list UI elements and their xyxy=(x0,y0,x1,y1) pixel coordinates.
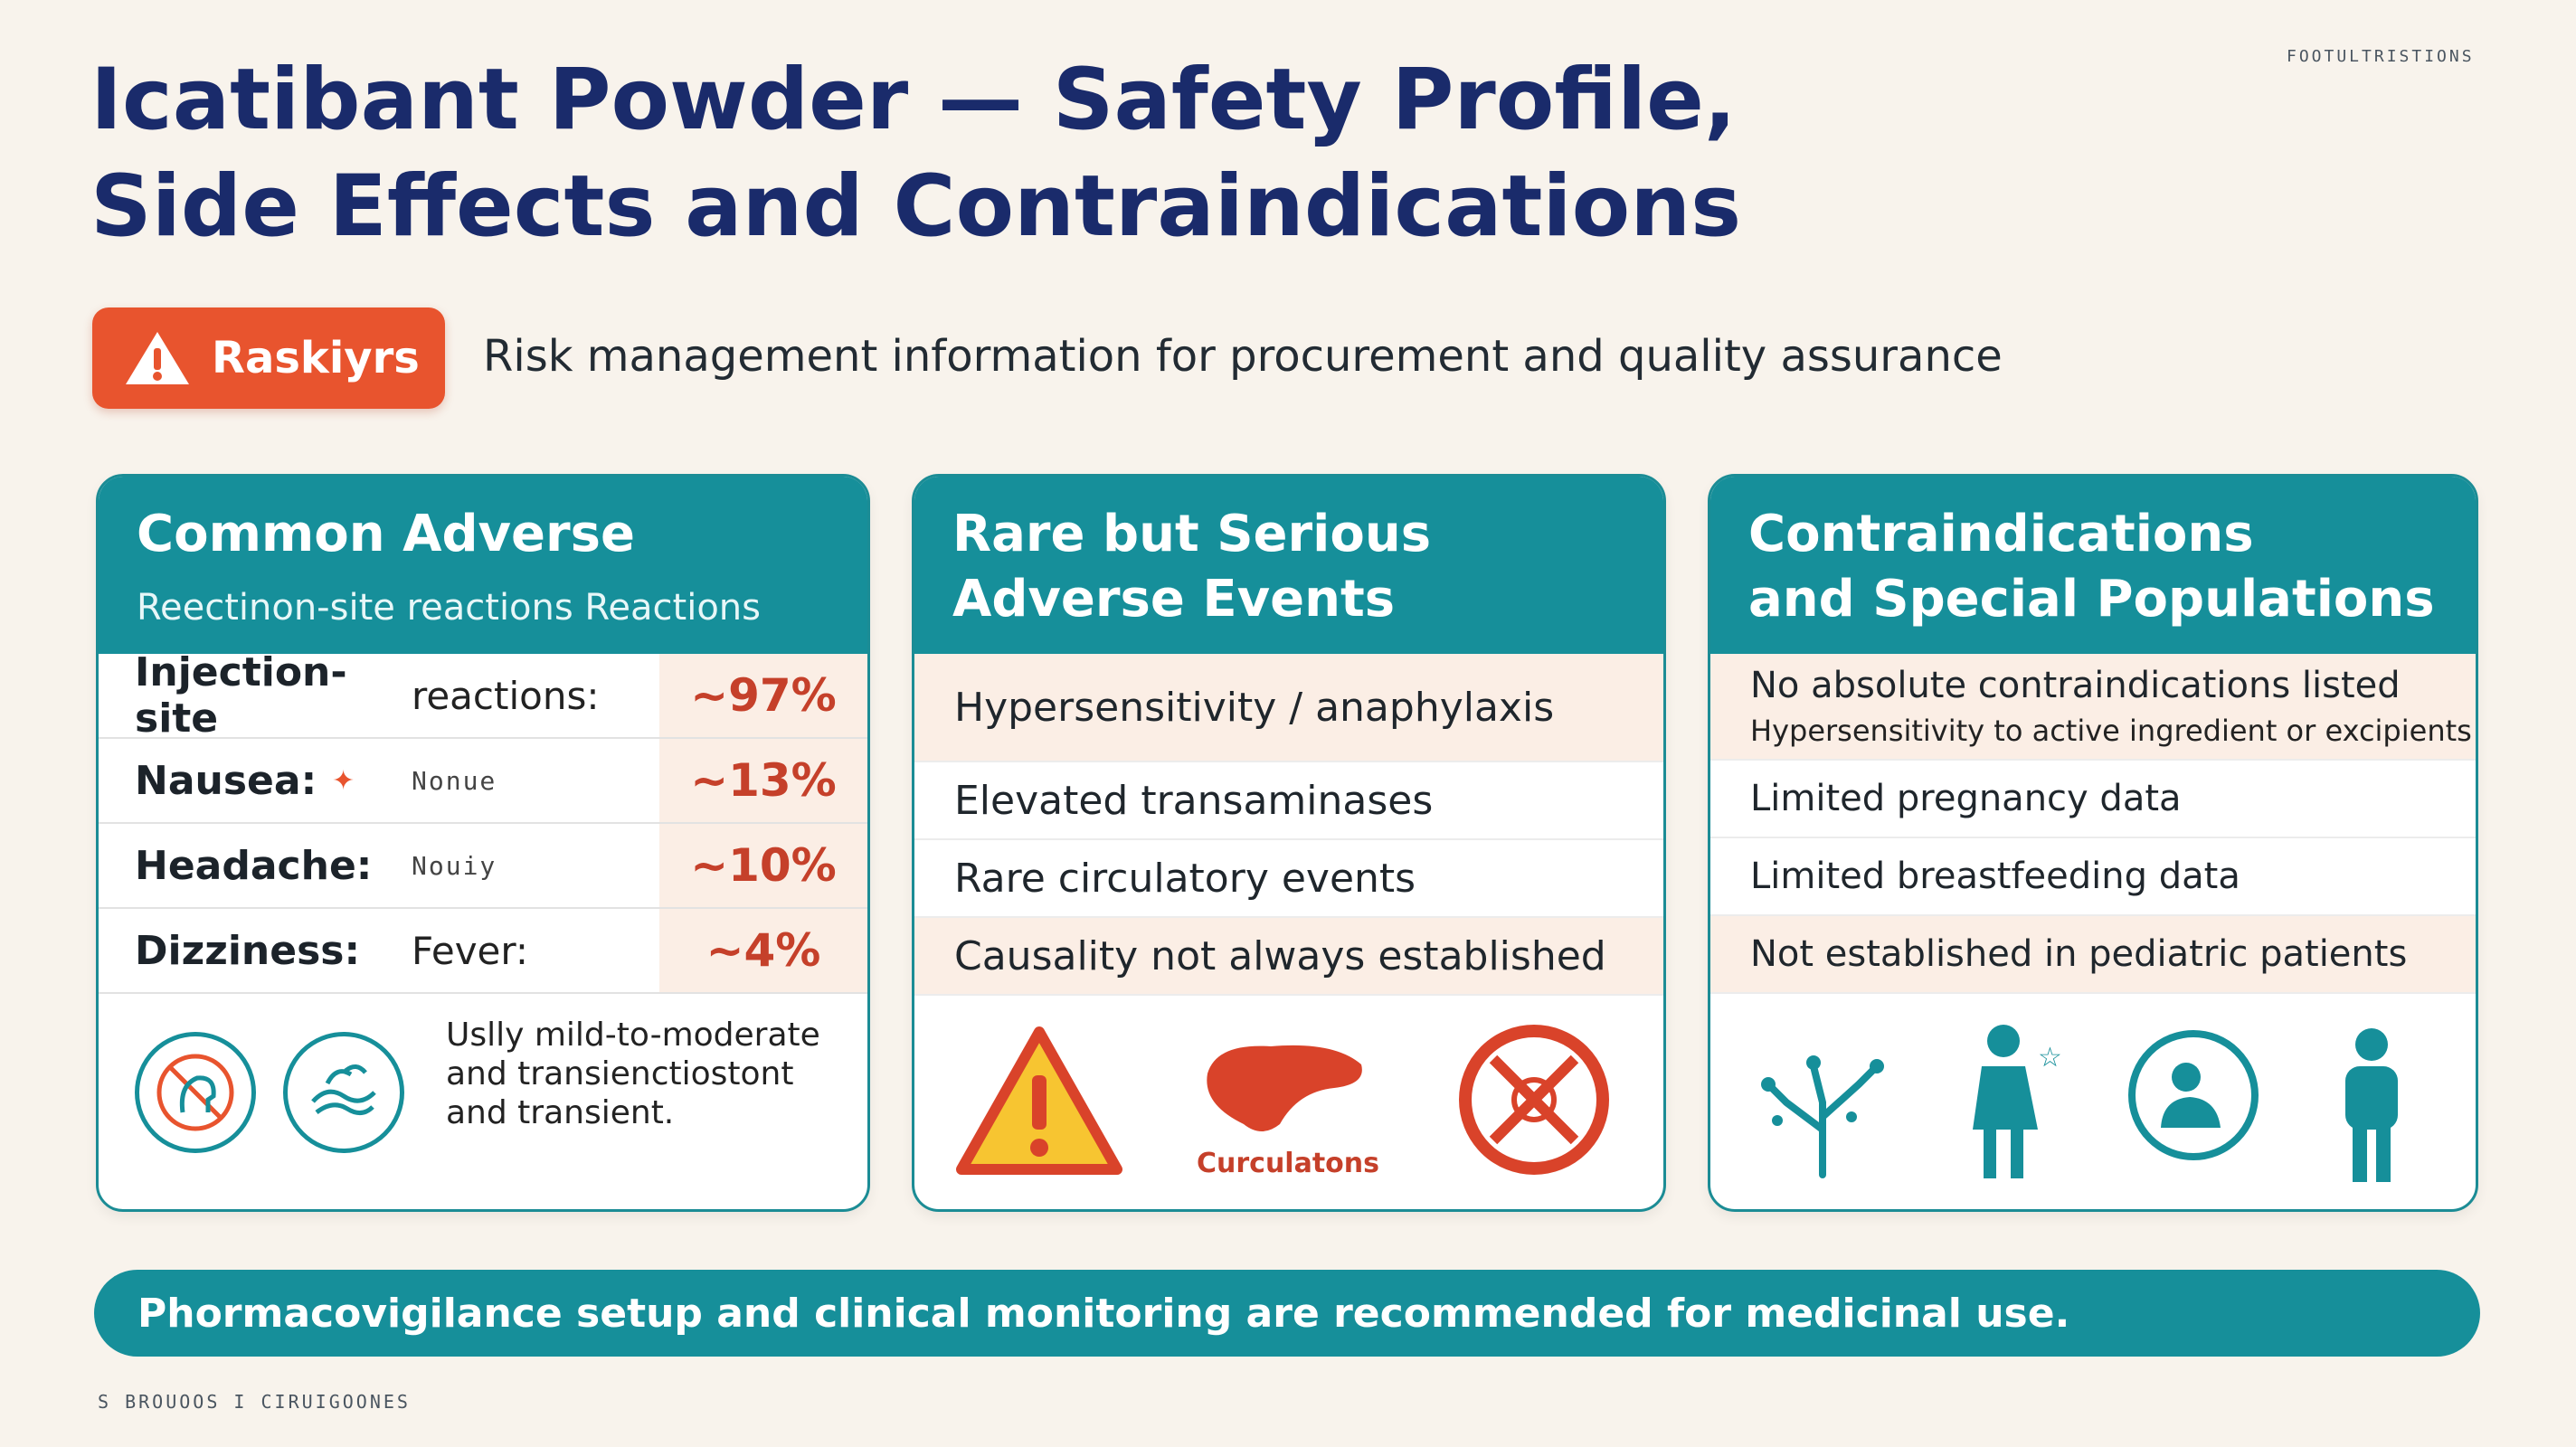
row-detail: Fever: xyxy=(412,928,529,973)
breastfeeding-icon xyxy=(2126,1028,2260,1162)
row-value: ~10% xyxy=(659,824,867,907)
rare-serious-title-line-2: Adverse Events xyxy=(952,570,1396,629)
liver-caption: Curculatons xyxy=(1197,1148,1380,1179)
contraindications-title-line-2: and Special Populations xyxy=(1748,570,2435,629)
list-item: Not established in pediatric patients xyxy=(1710,916,2476,994)
adverse-table xyxy=(99,649,867,994)
contra-main-text: No absolute contraindications listed xyxy=(1750,665,2401,706)
rare-serious-title-line-1: Rare but Serious xyxy=(952,505,1432,563)
common-adverse-subtitle: Reectinon-site reactions Reactions xyxy=(137,587,761,629)
list-item: Limited breastfeeding data xyxy=(1710,838,2476,916)
contraindications-header xyxy=(1710,477,2476,654)
child-icon xyxy=(2322,1025,2421,1187)
corner-label: FOOTULTRISTIONS xyxy=(2287,47,2475,66)
row-detail: reactions: xyxy=(412,673,600,718)
contra-sub-text: Hypersensitivity to active ingredient or excipients xyxy=(1750,714,2472,748)
title-line-1: Icatibant Powder — Safety Profile, xyxy=(90,51,1737,149)
risk-badge xyxy=(92,307,445,409)
contraindications-card xyxy=(1708,474,2478,1212)
list-item: Elevated transaminases xyxy=(914,762,1663,840)
footer-banner: Phormacovigilance setup and clinical monitoring are recommended for medicinal use. xyxy=(94,1270,2480,1357)
sparkle-icon: ✦ xyxy=(332,764,355,797)
pregnant-woman-icon xyxy=(1955,1021,2063,1184)
rare-serious-header xyxy=(914,477,1663,654)
nausea-icon xyxy=(283,1032,404,1153)
table-row xyxy=(99,824,867,909)
svg-text:☆: ☆ xyxy=(2038,1042,2062,1073)
row-detail: Nonue xyxy=(412,765,497,796)
title-line-2: Side Effects and Contraindications xyxy=(90,157,1742,256)
tree-icon xyxy=(1750,1030,1895,1184)
page-title xyxy=(90,47,1899,260)
headache-icon xyxy=(135,1032,256,1153)
list-item xyxy=(1710,654,2476,761)
common-adverse-header xyxy=(99,477,867,654)
note-line-3: and transient. xyxy=(446,1094,675,1131)
table-row xyxy=(99,649,867,742)
common-adverse-note xyxy=(446,1016,862,1132)
common-adverse-title: Common Adverse xyxy=(137,505,635,563)
list-item: Causality not always established xyxy=(914,918,1663,996)
row-name: Injection-site xyxy=(135,649,347,742)
prohibited-icon xyxy=(1457,1023,1611,1177)
common-adverse-footer xyxy=(99,994,867,1209)
row-name: Headache: xyxy=(135,842,373,889)
rare-serious-card xyxy=(912,474,1666,1212)
common-adverse-card xyxy=(96,474,870,1212)
row-name: Dizziness: xyxy=(135,927,361,974)
row-value: ~97% xyxy=(659,654,867,737)
risk-badge-label: Raskiyrs xyxy=(212,333,420,383)
contraindications-icons xyxy=(1710,994,2476,1212)
list-item: Limited pregnancy data xyxy=(1710,761,2476,838)
table-row xyxy=(99,739,867,824)
list-item: Rare circulatory events xyxy=(914,840,1663,918)
row-detail: Nouiy xyxy=(412,850,497,881)
row-value: ~4% xyxy=(659,909,867,992)
warning-icon xyxy=(123,328,192,388)
row-value: ~13% xyxy=(659,739,867,822)
note-line-1: Uslly mild-to-moderate xyxy=(446,1017,820,1054)
row-name: Nausea: xyxy=(135,757,317,804)
page-subtitle: Risk management information for procurement and quality assurance xyxy=(483,331,2003,382)
list-item: Hypersensitivity / anaphylaxis xyxy=(914,654,1663,762)
liver-icon xyxy=(1198,1037,1370,1137)
rare-serious-icons xyxy=(914,996,1663,1212)
bottom-label: S BROUOOS I CIRUIGOONES xyxy=(98,1391,411,1413)
note-line-2: and transienctiostont xyxy=(446,1055,794,1092)
alert-triangle-icon xyxy=(956,1025,1122,1178)
table-row xyxy=(99,909,867,994)
contraindications-title-line-1: Contraindications xyxy=(1748,505,2254,563)
